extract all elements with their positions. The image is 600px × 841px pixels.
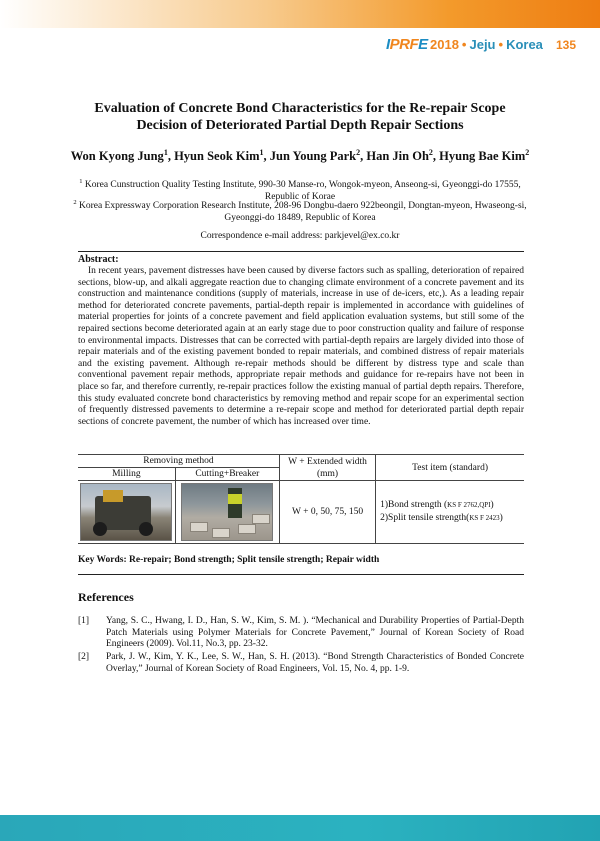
conference-logo: IPRFE	[386, 36, 428, 53]
test-item-header: Test item (standard)	[376, 455, 524, 481]
footer-band	[0, 815, 600, 841]
author-name: Han Jin Oh	[366, 149, 429, 164]
divider	[78, 574, 524, 575]
width-values: W + 0, 50, 75, 150	[279, 481, 375, 544]
breaker-photo-cell	[175, 481, 279, 544]
conference-city: Jeju	[469, 37, 496, 52]
page-number: 135	[556, 38, 577, 52]
reference-item: [2] Park, J. W., Kim, Y. K., Lee, S. W., Han, S. H. (2013). “Bond Strength Characteristics of Bonded Concrete Overlay,” Journal of Korean Society of Road Engineers, Vol. 15, No. 4, pp. 1-9.	[78, 652, 524, 674]
paper-title: Evaluation of Concrete Bond Characteristics for the Re-repair Scope Decision of Deteriorated Partial Depth Repair Sections	[94, 101, 506, 133]
breaker-work-photo	[181, 483, 273, 541]
cutting-breaker-header: Cutting+Breaker	[175, 468, 279, 481]
affiliation-1: $^1$ Korea Cunstruction Quality Testing Institute, 990-30 Manse-ro, Wongok-myeon, Anseong-si, Gyeonggi-do 17555, Republic of Korae	[79, 178, 521, 203]
author-list: Won Kyong Jung$^1$, Hyun Seok Kim$^1$, Jun Young Park$^2$, Han Jin Oh$^2$, Hyung Bae Kim$^2$	[70, 148, 530, 164]
author-name: Jun Young Park	[269, 149, 357, 164]
conference-info: 2018 • Jeju • Korea	[430, 37, 543, 52]
milling-header: Milling	[78, 468, 175, 481]
author-name: Won Kyong Jung	[70, 149, 164, 164]
removing-method-header: Removing method	[78, 455, 279, 468]
correspondence-email: Correspondence e-mail address: parkjevel@ex.co.kr	[200, 231, 400, 241]
method-table	[78, 454, 524, 544]
milling-photo-cell	[78, 481, 175, 544]
conference-country: Korea	[506, 37, 543, 52]
divider	[78, 251, 524, 252]
keywords: Key Words: Re-repair; Bond strength; Split tensile strength; Repair width	[78, 555, 380, 565]
abstract-text: In recent years, pavement distresses have been caused by diverse factors such as spalling, deterioration of repaired sections, blow-up, and alkali aggregate reaction due to changing climate environment of a concrete pavement and its construction and maintenance conditions (supply of materials, increase in use of de-icers, etc,). As a leading repair method for deteriorated concrete pavements, partial-depth repair is implemented in accordance with guidelines of material properties for joints of a concrete pavement and field application evaluation systems, but still some of the repaired sections become deteriorated again at an early stage due to poor construction quality and failure of response to environmental impacts. Distresses that can be corrected with partial-depth repairs are largely divided into those of repair materials and of the existing pavement bonded to repair materials, and combined distress of repair materials and the existing pavement. Although re-repair methods should be different by distress type and scale than conventional pavement repair methods, appropriate repair methods and guidance for re-repairs have not been in place so far, and therefore currently, re-repair practices follow the existing manual of partial depth repairs. Therefore, this study evaluated concrete bond characteristics by removing method and repair scope for an experimental section of frequently distressed pavements to determine a re-repair scope and method for deteriorated partial depth repair sections of concrete pavement, the number of which has increased over time.	[78, 266, 524, 427]
author-name: Hyun Seok Kim	[174, 149, 260, 164]
milling-machine-photo	[80, 483, 172, 541]
affiliation-2: $^2$ Korea Expressway Corporation Research Institute, 208-96 Dongbu-daero 922beongil, Dongtan-myeon, Hwaseong-si, Gyeonggi-do 18489, Republic of Korea	[73, 199, 527, 224]
width-header: W + Extended width (mm)	[279, 455, 375, 481]
reference-item: [1] Yang, S. C., Hwang, I. D., Han, S. W., Kim, S. M. ). “Mechanical and Durability Properties of Partial-Depth Patch Materials using Polymer Materials for Concrete Pavement,” Journal of Korean Society of Road Engineers (2009). Vol.11, No.3, pp. 23-32.	[78, 616, 524, 650]
abstract-heading: Abstract:	[78, 254, 119, 265]
author-name: Hyung Bae Kim	[439, 149, 526, 164]
conference-year: 2018	[430, 37, 459, 52]
test-items: 1)Bond strength (KS F 2762,QPI) 2)Split tensile strength(KS F 2423)	[376, 481, 524, 544]
header-band	[0, 0, 600, 28]
references-heading: References	[78, 590, 134, 604]
